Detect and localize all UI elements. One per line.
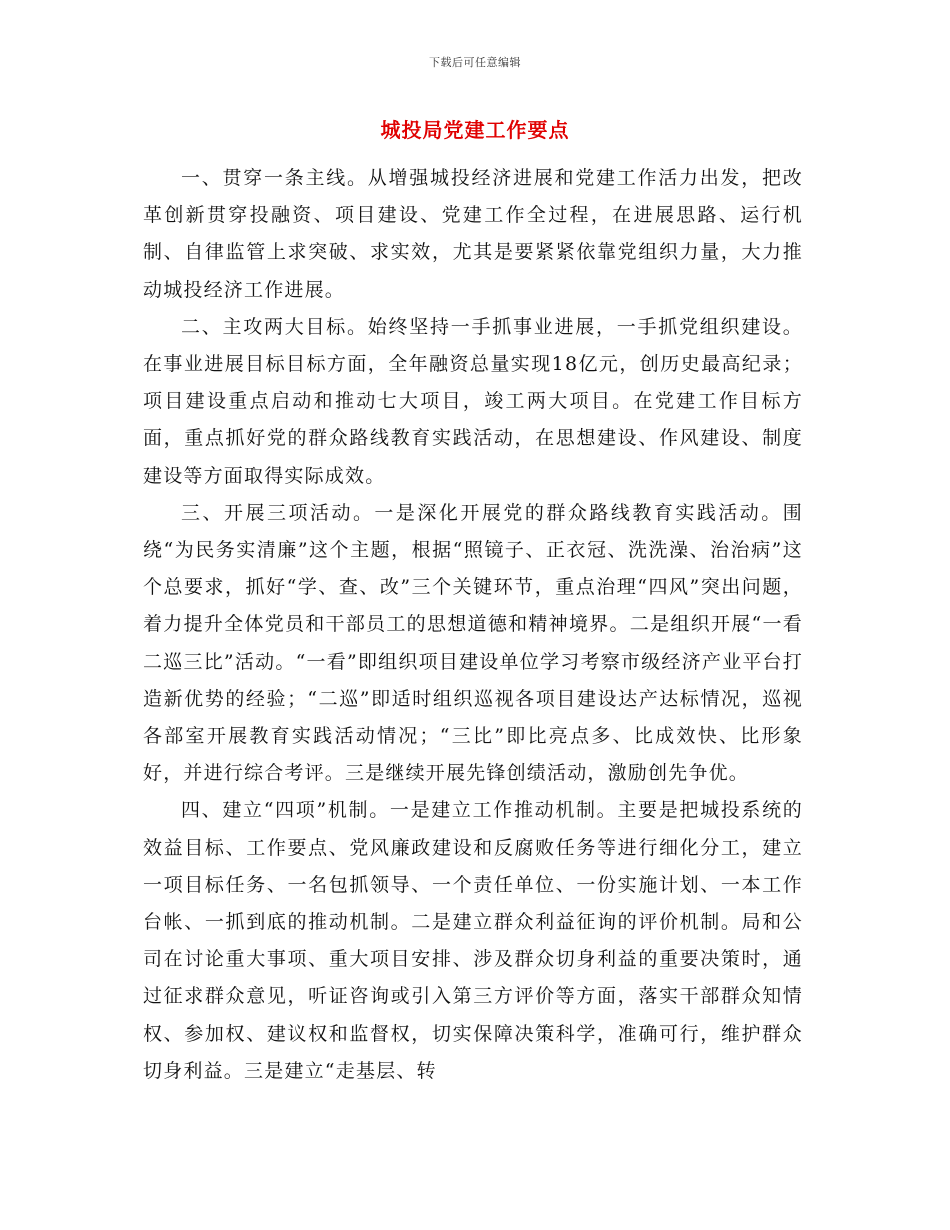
document-body <box>143 160 803 1090</box>
header-note: 下载后可任意编辑 <box>429 56 521 69</box>
paragraph-2: 二、主攻两大目标。始终坚持一手抓事业进展，一手抓党组织建设。在事业进展目标目标方面，全年融资总量实现18亿元，创历史最高纪录；项目建设重点启动和推动七大项目，竣工两大项目。在党建工作目标方面，重点抓好党的群众路线教育实践活动，在思想建设、作风建设、制度建设等方面取得实际成效。 <box>143 315 803 487</box>
paragraph-3: 三、开展三项活动。一是深化开展党的群众路线教育实践活动。围绕“为民务实清廉”这个主题，根据“照镜子、正衣冠、洗洗澡、治治病”这个总要求，抓好“学、查、改”三个关键环节，重点治理“四风”突出问题，着力提升全体党员和干部员工的思想道德和精神境界。二是组织开展“一看二巡三比”活动。“一看”即组织项目建设单位学习考察市级经济产业平台打造新优势的经验；“二巡”即适时组织巡视各项目建设达产达标情况，巡视各部室开展教育实践活动情况；“三比”即比亮点多、比成效快、比形象好，并进行综合考评。三是继续开展先锋创绩活动，激励创先争优。 <box>143 501 803 785</box>
paragraph-4: 四、建立“四项”机制。一是建立工作推动机制。主要是把城投系统的效益目标、工作要点、党风廉政建设和反腐败任务等进行细化分工，建立一项目标任务、一名包抓领导、一个责任单位、一份实施计划、一本工作台帐、一抓到底的推动机制。二是建立群众利益征询的评价机制。局和公司在讨论重大事项、重大项目安排、涉及群众切身利益的重要决策时，通过征求群众意见，听证咨询或引入第三方评价等方面，落实干部群众知情权、参加权、建议权和监督权，切实保障决策科学，准确可行，维护群众切身利益。三是建立“走基层、转 <box>143 799 803 1082</box>
document-title: 城投局党建工作要点 <box>380 118 570 142</box>
paragraph-1: 一、贯穿一条主线。从增强城投经济进展和党建工作活力出发，把改革创新贯穿投融资、项目建设、党建工作全过程，在进展思路、运行机制、自律监管上求突破、求实效，尤其是要紧紧依靠党组织力量，大力推动城投经济工作进展。 <box>143 167 803 301</box>
